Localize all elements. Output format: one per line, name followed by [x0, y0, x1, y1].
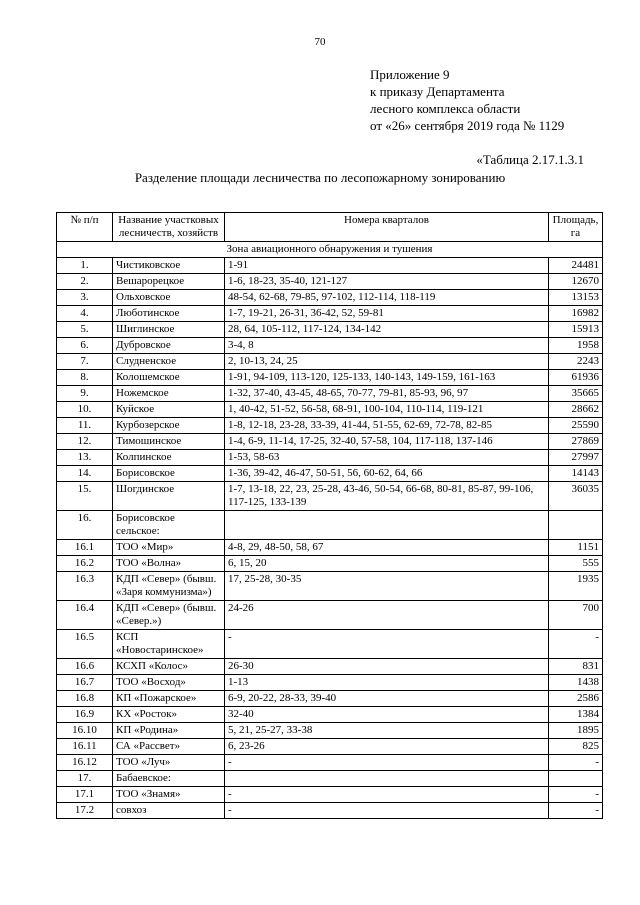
cell-num: 15.	[57, 482, 113, 511]
cell-quarters: 6-9, 20-22, 28-33, 39-40	[225, 691, 549, 707]
cell-quarters: 1-7, 13-18, 22, 23, 25-28, 43-46, 50-54, 66-68, 80-81, 85-87, 99-106, 117-125, 133-139	[225, 482, 549, 511]
cell-area: 24481	[549, 258, 603, 274]
cell-area: 1895	[549, 723, 603, 739]
zone-row	[57, 242, 603, 258]
page-number: 70	[314, 36, 326, 48]
cell-quarters	[225, 511, 549, 540]
cell-area: 16982	[549, 306, 603, 322]
cell-quarters: 6, 15, 20	[225, 556, 549, 572]
cell-name: КП «Родина»	[113, 723, 225, 739]
cell-num: 16.6	[57, 659, 113, 675]
cell-quarters: 26-30	[225, 659, 549, 675]
cell-quarters: 1-32, 37-40, 43-45, 48-65, 70-77, 79-81, 85-93, 96, 97	[225, 386, 549, 402]
table-row	[57, 322, 603, 338]
cell-name: Слудненское	[113, 354, 225, 370]
table-row	[57, 258, 603, 274]
cell-area	[549, 511, 603, 540]
cell-num: 8.	[57, 370, 113, 386]
cell-num: 16.4	[57, 601, 113, 630]
table-row	[57, 290, 603, 306]
cell-name: Шогдинское	[113, 482, 225, 511]
cell-num: 16.10	[57, 723, 113, 739]
cell-quarters: -	[225, 803, 549, 819]
cell-name: Куйское	[113, 402, 225, 418]
cell-area: 12670	[549, 274, 603, 290]
table-row	[57, 450, 603, 466]
cell-num: 16.11	[57, 739, 113, 755]
cell-quarters: 1, 40-42, 51-52, 56-58, 68-91, 100-104, 110-114, 119-121	[225, 402, 549, 418]
cell-quarters: 1-13	[225, 675, 549, 691]
table-row	[57, 511, 603, 540]
appendix-line: Приложение 9	[370, 67, 450, 82]
cell-area: -	[549, 755, 603, 771]
cell-num: 16.12	[57, 755, 113, 771]
cell-quarters: 5, 21, 25-27, 33-38	[225, 723, 549, 739]
cell-num: 16.	[57, 511, 113, 540]
cell-quarters	[225, 771, 549, 787]
document-title: Разделение площади лесничества по лесопожарному зонированию	[134, 170, 506, 185]
cell-area: 35665	[549, 386, 603, 402]
table-row	[57, 434, 603, 450]
table-row	[57, 755, 603, 771]
table-row	[57, 707, 603, 723]
cell-name: Ножемское	[113, 386, 225, 402]
cell-quarters: -	[225, 755, 549, 771]
cell-name: ТОО «Восход»	[113, 675, 225, 691]
appendix-line: лесного комплекса области	[370, 101, 521, 116]
table-row	[57, 787, 603, 803]
table-row	[57, 572, 603, 601]
cell-quarters: 1-7, 19-21, 26-31, 36-42, 52, 59-81	[225, 306, 549, 322]
cell-name: Курбозерское	[113, 418, 225, 434]
cell-num: 16.8	[57, 691, 113, 707]
cell-num: 12.	[57, 434, 113, 450]
cell-quarters: 1-91	[225, 258, 549, 274]
table-row	[57, 659, 603, 675]
cell-name: ТОО «Знамя»	[113, 787, 225, 803]
cell-quarters: 17, 25-28, 30-35	[225, 572, 549, 601]
cell-quarters: 1-53, 58-63	[225, 450, 549, 466]
cell-quarters: 48-54, 62-68, 79-85, 97-102, 112-114, 118-119	[225, 290, 549, 306]
cell-name: Дубровское	[113, 338, 225, 354]
cell-num: 14.	[57, 466, 113, 482]
cell-quarters: 2, 10-13, 24, 25	[225, 354, 549, 370]
header-name: Название участковых лесничеств, хозяйств	[113, 213, 225, 242]
cell-name: Бабаевское:	[113, 771, 225, 787]
zoning-table	[56, 212, 603, 819]
cell-name: Люботинское	[113, 306, 225, 322]
cell-name: Шиглинское	[113, 322, 225, 338]
table-reference: «Таблица 2.17.1.3.1	[476, 152, 584, 167]
appendix-line: от «26» сентября 2019 года № 1129	[370, 118, 565, 133]
cell-num: 17.	[57, 771, 113, 787]
cell-num: 17.2	[57, 803, 113, 819]
cell-area: 700	[549, 601, 603, 630]
cell-name: КДП «Север» (бывш. «Север.»)	[113, 601, 225, 630]
cell-name: ТОО «Мир»	[113, 540, 225, 556]
appendix-header	[370, 66, 564, 134]
table-row	[57, 402, 603, 418]
cell-num: 17.1	[57, 787, 113, 803]
cell-area: 1958	[549, 338, 603, 354]
cell-area: 1935	[549, 572, 603, 601]
cell-quarters: 1-91, 94-109, 113-120, 125-133, 140-143, 149-159, 161-163	[225, 370, 549, 386]
cell-num: 16.5	[57, 630, 113, 659]
cell-num: 16.7	[57, 675, 113, 691]
table-row	[57, 675, 603, 691]
cell-num: 4.	[57, 306, 113, 322]
cell-num: 2.	[57, 274, 113, 290]
cell-quarters: -	[225, 630, 549, 659]
cell-name: ТОО «Волна»	[113, 556, 225, 572]
cell-name: совхоз	[113, 803, 225, 819]
appendix-line: к приказу Департамента	[370, 84, 505, 99]
cell-quarters: 24-26	[225, 601, 549, 630]
header-quarters: Номера кварталов	[225, 213, 549, 242]
cell-name: Колпинское	[113, 450, 225, 466]
table-row	[57, 691, 603, 707]
zone-label: Зона авиационного обнаружения и тушения	[57, 242, 603, 258]
cell-area: 27997	[549, 450, 603, 466]
cell-name: КХ «Росток»	[113, 707, 225, 723]
cell-num: 16.1	[57, 540, 113, 556]
header-num: № п/п	[57, 213, 113, 242]
table-row	[57, 739, 603, 755]
cell-num: 3.	[57, 290, 113, 306]
table-body	[57, 242, 603, 819]
cell-name: Тимошинское	[113, 434, 225, 450]
cell-name: ТОО «Луч»	[113, 755, 225, 771]
table-row	[57, 482, 603, 511]
table-row	[57, 723, 603, 739]
cell-name: КСП «Новостаринское»	[113, 630, 225, 659]
cell-num: 5.	[57, 322, 113, 338]
header-area: Площадь, га	[549, 213, 603, 242]
cell-name: КСХП «Колос»	[113, 659, 225, 675]
cell-num: 13.	[57, 450, 113, 466]
cell-quarters: 1-8, 12-18, 23-28, 33-39, 41-44, 51-55, 62-69, 72-78, 82-85	[225, 418, 549, 434]
table-row	[57, 771, 603, 787]
cell-name: Ольховское	[113, 290, 225, 306]
table-header-row	[57, 213, 603, 242]
cell-num: 16.3	[57, 572, 113, 601]
cell-area: 14143	[549, 466, 603, 482]
cell-area: 1384	[549, 707, 603, 723]
cell-num: 1.	[57, 258, 113, 274]
cell-name: КДП «Север» (бывш. «Заря коммунизма»)	[113, 572, 225, 601]
cell-area: 2243	[549, 354, 603, 370]
cell-num: 11.	[57, 418, 113, 434]
cell-area: -	[549, 787, 603, 803]
table-row	[57, 466, 603, 482]
cell-area: 13153	[549, 290, 603, 306]
cell-area: 36035	[549, 482, 603, 511]
cell-area	[549, 771, 603, 787]
cell-quarters: 1-36, 39-42, 46-47, 50-51, 56, 60-62, 64, 66	[225, 466, 549, 482]
cell-area: 2586	[549, 691, 603, 707]
table-row	[57, 540, 603, 556]
cell-name: СА «Рассвет»	[113, 739, 225, 755]
cell-area: 28662	[549, 402, 603, 418]
cell-num: 7.	[57, 354, 113, 370]
cell-name: Чистиковское	[113, 258, 225, 274]
cell-num: 6.	[57, 338, 113, 354]
cell-quarters: 3-4, 8	[225, 338, 549, 354]
table-row	[57, 803, 603, 819]
cell-area: 15913	[549, 322, 603, 338]
cell-quarters: 4-8, 29, 48-50, 58, 67	[225, 540, 549, 556]
cell-quarters: -	[225, 787, 549, 803]
cell-quarters: 32-40	[225, 707, 549, 723]
cell-name: КП «Пожарское»	[113, 691, 225, 707]
table-row	[57, 386, 603, 402]
table-row	[57, 418, 603, 434]
cell-area: -	[549, 803, 603, 819]
cell-area: 1438	[549, 675, 603, 691]
cell-quarters: 28, 64, 105-112, 117-124, 134-142	[225, 322, 549, 338]
cell-num: 16.2	[57, 556, 113, 572]
table-row	[57, 601, 603, 630]
table-row	[57, 630, 603, 659]
cell-name: Борисовское сельское:	[113, 511, 225, 540]
cell-area: 831	[549, 659, 603, 675]
cell-num: 9.	[57, 386, 113, 402]
cell-name: Колошемское	[113, 370, 225, 386]
cell-quarters: 1-6, 18-23, 35-40, 121-127	[225, 274, 549, 290]
cell-area: 1151	[549, 540, 603, 556]
cell-area: 61936	[549, 370, 603, 386]
cell-name: Борисовское	[113, 466, 225, 482]
cell-num: 10.	[57, 402, 113, 418]
cell-quarters: 6, 23-26	[225, 739, 549, 755]
cell-area: 25590	[549, 418, 603, 434]
cell-area: 27869	[549, 434, 603, 450]
cell-area: 825	[549, 739, 603, 755]
table-row	[57, 306, 603, 322]
table-row	[57, 338, 603, 354]
cell-num: 16.9	[57, 707, 113, 723]
table-row	[57, 354, 603, 370]
table-row	[57, 274, 603, 290]
table-row	[57, 370, 603, 386]
cell-quarters: 1-4, 6-9, 11-14, 17-25, 32-40, 57-58, 104, 117-118, 137-146	[225, 434, 549, 450]
cell-name: Вешарорецкое	[113, 274, 225, 290]
table-row	[57, 556, 603, 572]
cell-area: 555	[549, 556, 603, 572]
cell-area: -	[549, 630, 603, 659]
